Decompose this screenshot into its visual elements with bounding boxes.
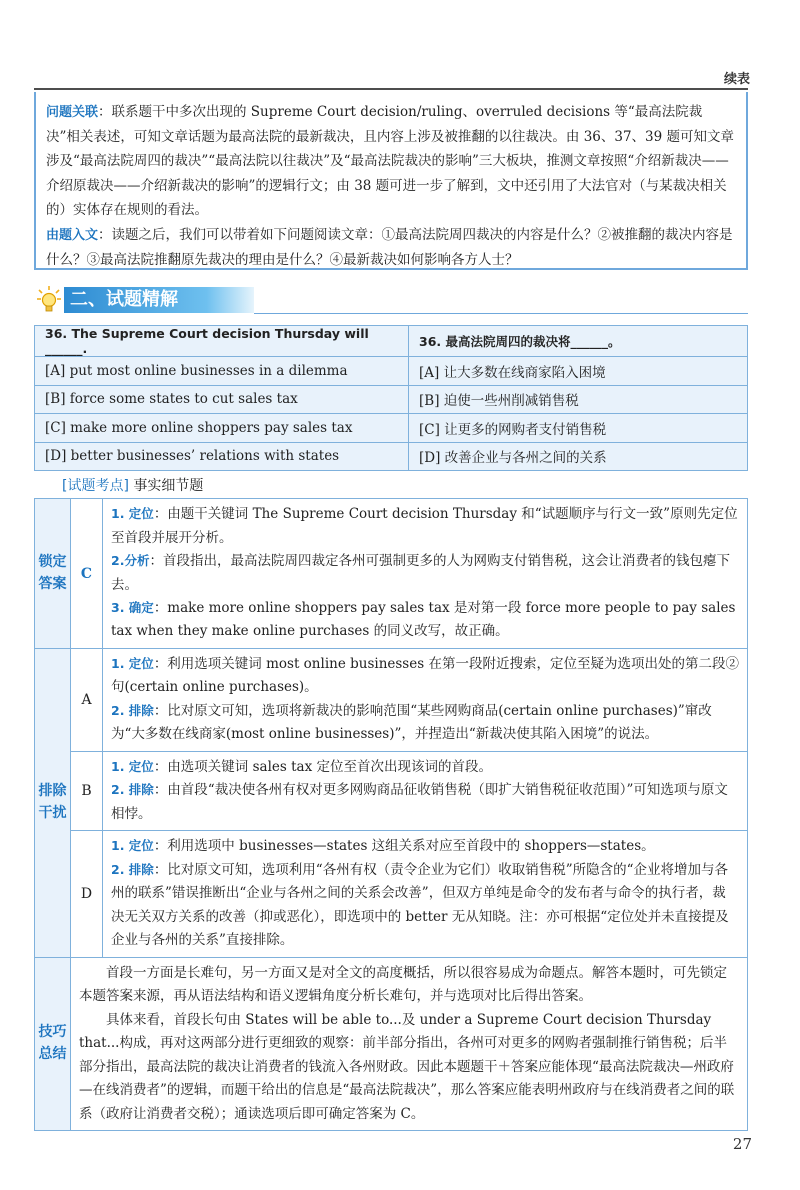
distractor-b-step-1: 1. 定位：由选项关键词 sales tax 定位至首次出现该词的首段。 [111, 758, 492, 775]
option-b-zh: [B] 迫使一些州削减销售税 [409, 385, 748, 414]
distractor-row-b [35, 751, 748, 830]
page-number: 27 [732, 1135, 752, 1153]
answer-step-1: 1. 定位：由题干关键词 The Supreme Court decision Thursday 和“试题顺序与行文一致”原则先定位至首段并展开分析。 [111, 506, 738, 546]
section-title: 二、试题精解 [64, 287, 254, 313]
section-underline [254, 313, 748, 314]
distractor-row-a [35, 649, 748, 752]
option-d-zh: [D] 改善企业与各州之间的关系 [409, 442, 748, 471]
distractor-d-step-1: 1. 定位：利用选项中 businesses—states 这组关系对应至首段中的 shoppers—states。 [111, 838, 655, 855]
distractor-a-step-2: 2. 排除：比对原文可知，选项将新裁决的影响范围“某些网购商品(certain online purchases)”窜改为“大多数在线商家(most online businesses)”，并捏造出“新裁决使其陷入困境”的说法。 [111, 702, 712, 743]
intro-paragraph-2 [46, 223, 736, 272]
distractor-analysis-a [103, 649, 748, 752]
intro-paragraph-1 [46, 100, 736, 223]
question-stem-zh: 36. 最高法院周四的裁决将______。 [409, 326, 748, 357]
option-a-zh: [A] 让大多数在线商家陷入困境 [409, 357, 748, 386]
answer-analysis [103, 499, 748, 649]
distractor-b-step-2: 2. 排除：由首段“裁决使各州有权对更多网购商品征收销售税（即扩大销售税征收范围）”可知选项与原文相悖。 [111, 782, 728, 822]
answer-row [35, 499, 748, 649]
intro-box [34, 92, 748, 270]
question-type-line [62, 475, 203, 495]
distractor-row-d [35, 831, 748, 957]
question-table [34, 325, 748, 471]
option-b-en: [B] force some states to cut sales tax [35, 385, 409, 414]
distractor-letter-d: D [71, 831, 103, 957]
intro-text-1: ：联系题干中多次出现的 Supreme Court decision/ruling、overruled decisions 等“最高法院裁决”相关表述，可知文章话题为最高法院的最新裁决，且内容上涉及被推翻的以往裁决。由 36、37、39 题可知文章涉及“最高法院周四的裁决”“最高法院以往裁决”及“最高法院裁决的影响”三大板块，推测文章按照“介绍新裁决——介绍原裁决——介绍新裁决的影响”的逻辑行文；由 38 题可进一步了解到，文中还引用了大法官对（与某裁决相关的）实体存在规则的看法。 [46, 104, 735, 219]
answer-step-3: 3. 确定：make more online shoppers pay sales tax 是对第一段 force more people to pay sales tax when they make online purchases 的同义改写，故正确。 [111, 599, 736, 640]
skill-label: 技巧总结 [35, 957, 71, 1130]
section-header [34, 285, 748, 317]
question-stem-row [35, 326, 748, 357]
option-a-en: [A] put most online businesses in a dilemma [35, 357, 409, 386]
intro-label-1: 问题关联 [46, 105, 99, 120]
skill-paragraph-2: 具体来看，首段长句由 States will be able to...及 under a Supreme Court decision Thursday that...构成，再对这两部分进行更细致的观察：前半部分指出，各州可对更多的网购者强制推行销售税；后半部分指出，最高法院的裁决让消费者的钱流入各州财政。因此本题题干＋答案应能体现“最高法院裁决—州政府—在线消费者”的逻辑，而题干给出的信息是“最高法院裁决”，那么答案应能表明州政府与在线消费者之间的联系（政府让消费者交税）；通读选项后即可确定答案为 C。 [79, 1011, 735, 1122]
analysis-table [34, 498, 748, 1131]
option-d-en: [D] better businesses’ relations with states [35, 442, 409, 471]
answer-step-2: 2.分析：首段指出，最高法院周四裁定各州可强制更多的人为网购支付销售税，这会让消费者的钱包瘪下去。 [111, 553, 730, 593]
question-type-tag: [试题考点] [62, 478, 129, 494]
option-c-en: [C] make more online shoppers pay sales tax [35, 414, 409, 443]
option-row [35, 442, 748, 471]
answer-letter: C [71, 499, 103, 649]
option-row [35, 385, 748, 414]
header-rule [34, 88, 748, 90]
lock-answer-label: 锁定答案 [35, 499, 71, 649]
intro-text-2: ：读题之后，我们可以带着如下问题阅读文章：①最高法院周四裁决的内容是什么？②被推翻的裁决内容是什么？③最高法院推翻原先裁决的理由是什么？④最新裁决如何影响各方人士？ [46, 226, 733, 268]
skill-paragraph-1: 首段一方面是长难句，另一方面又是对全文的高度概括，所以很容易成为命题点。解答本题时，可先锁定本题答案来源，再从语法结构和语义逻辑角度分析长难句，并与选项对比后得出答案。 [79, 964, 727, 1005]
question-type-text: 事实细节题 [133, 478, 204, 494]
distractor-d-step-2: 2. 排除：比对原文可知，选项利用“各州有权（责令企业为它们）收取销售税”所隐含的“企业将增加与各州的联系”错误推断出“企业与各州之间的关系会改善”，但双方单纯是命令的发布者与命令的执行者，裁决无关双方关系的改善（抑或恶化），即选项中的 better 无从知晓。注：亦可根据“定位处并未直接提及企业与各州的关系”直接排除。 [111, 861, 729, 949]
distractor-analysis-b [103, 751, 748, 830]
distractor-letter-a: A [71, 649, 103, 752]
distractor-letter-b: B [71, 751, 103, 830]
option-row [35, 357, 748, 386]
lightbulb-icon [36, 285, 62, 319]
option-c-zh: [C] 让更多的网购者支付销售税 [409, 414, 748, 443]
intro-label-2: 由题入文 [46, 227, 99, 243]
exclude-label: 排除干扰 [35, 649, 71, 958]
distractor-a-step-1: 1. 定位：利用选项关键词 most online businesses 在第一段附近搜索，定位至疑为选项出处的第二段②句(certain online purchases)。 [111, 656, 739, 696]
continued-label: 续表 [723, 72, 750, 87]
option-row [35, 414, 748, 443]
skill-summary [71, 957, 748, 1130]
distractor-analysis-d [103, 831, 748, 957]
skill-row [35, 957, 748, 1130]
question-stem-en: 36. The Supreme Court decision Thursday will ______. [35, 326, 409, 357]
